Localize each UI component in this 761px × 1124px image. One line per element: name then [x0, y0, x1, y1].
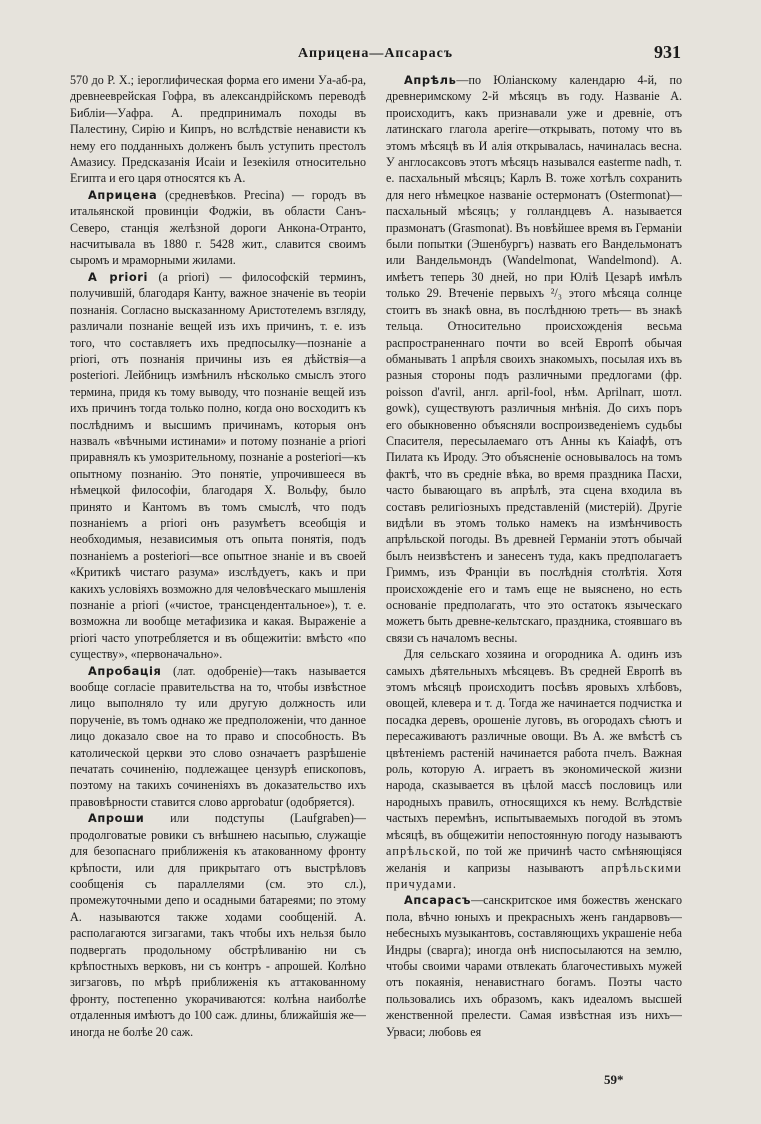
entry-text: , по той же причинѣ часто смѣняющіяся желанія и капризы называютъ	[386, 844, 682, 875]
entry-aprobatsia	[70, 663, 366, 811]
entry-text: (лат. одобреніе)—такъ называется вообще согласіе правительства на то, чтобы извѣстное лицо выполняло ту или другую должность или порученіе, въ томъ однако же предположеніи, что данное лицо доказало свое на то право и способность. Въ католической церкви это слово означаетъ разрѣшеніе печатать сочиненію, подлежащее цензурѣ епископовъ, поэтому на такихъ сочиненіяхъ въ доказательство ихъ правовѣрности ставится слово approbatur (одобряется).	[70, 663, 366, 809]
entry-text: —по Юліанскому календарю 4-й, по древнеримскому 2-й мѣсяцъ въ году. Названіе А. происходитъ, какъ признавали уже и древніе, отъ латинскаго глагола aperire—открывать, потому что въ этомъ мѣсяцѣ въ И алія открывалась, начиналась весна. У англосаксовъ этотъ мѣсяцъ назывался easterme nadh, т. е. пасхальный мѣсяцъ; Карлъ В. тоже хотѣлъ сохранить для него нѣмецкое названіе остермонатъ (Ostermonat)—пасхальный мѣсяцъ; у голландцевъ А. называется празмонатъ (Grasmonat). Въ новѣйшее время въ Германіи были попытки (Эшенбургъ) назвать его Вандельмонатъ или Вандельмондъ (Wandelmonat, Wandelmond). А. имѣетъ теперь 30 дней, но при Юліѣ Цезарѣ имѣлъ только 29. Втеченіе первыхъ ²/₃ этого мѣсяца солнце стоитъ въ знакѣ овна, въ послѣднюю треть— въ знакѣ тельца. Относительно происхожденія весьма распространеннаго почти во всей Европѣ обычая обманывать 1 апрѣля своихъ знакомыхъ, посылая ихъ въ разныя стороны подъ различными предлогами (фр. poisson d'avril, англ. april-fool, нѣм. Aprilnarr, шотл. gowk), существуютъ различныя мнѣнія. До сихъ поръ его обыкновенно объясняли воспроизведеніемъ судьбы Спасителя, пересылаемаго отъ Анны къ Каіафѣ, отъ Пилата къ Ироду. Это объясненіе основывалось на томъ фактѣ, что въ средніе вѣка, во время праздника Пасхи, часто бывающаго въ апрѣлѣ, эта сцена входила въ составъ религіозныхъ представленій (мистерій). Другіе видѣли въ этомъ только намекъ на измѣнчивость апрѣльской погоды. Въ древней Германіи этотъ обычай былъ неизвѣстенъ и занесенъ туда, какъ предполагаетъ Гриммъ, изъ Франціи въ послѣднія столѣтія. Хотя происхожденіе его и тамъ еще не выяснено, но есть основаніе предполагать, что это остатокъ языческаго можетъ быть древне-кельтскаго, праздника, стоявшаго въ связи съ началомъ весны.	[386, 73, 682, 645]
entry-headword: A priori	[88, 269, 149, 284]
entry-aprel-agriculture	[386, 646, 682, 892]
spaced-term: апрѣльскими причудами	[386, 860, 682, 891]
page-header	[70, 40, 681, 68]
entry-continuation	[70, 72, 366, 187]
entry-headword: Апроши	[88, 811, 145, 826]
entry-text: (a priori) — философскій терминъ, получившій, благодаря Канту, важное значеніе въ теоріи познанія. Согласно высказанному Аристотелемъ взгляду, различали познаніе вещей изъ ихъ причинъ, т. е. изъ того, что составляетъ ихъ предпосылку—познаніе a priori, отъ познанія причины изъ ея дѣйствія—a posteriori. Лейбницъ измѣнилъ нѣсколько смыслъ этого термина, придя къ тому выводу, что познаніе вещей изъ ихъ причинъ тогда только полно, когда оно восходитъ къ послѣднимъ и высшимъ причинамъ, которыя онъ назвалъ «вѣчными истинами» и потому познаніе a priori приравнялъ къ умозрительному, познаніе a posteriori—къ опытному познанію. Это понятіе, упрочившееся въ нѣмецкой философіи, благодаря X. Вольфу, было принято и Кантомъ въ томъ смыслѣ, что подъ познаніемъ a priori онъ разумѣетъ всеобщія и необходимыя, независимыя отъ опыта понятія, подъ познаніемъ a posteriori—все опытное знаніе и въ своей «Критикѣ чистаго разума» изслѣдуетъ, какъ и при какихъ условіяхъ возможно для человѣческаго мышленія познаніе a priori («чистое, трансцендентальное»), т. е. возможна ли вообще метафизика и какая. Выраженіе a priori часто употребляется и въ общежитіи: вмѣсто «по существу», «первоначально».	[70, 269, 366, 662]
entry-text: Для сельскаго хозяина и огородника А. одинъ изъ самыхъ дѣятельныхъ мѣсяцевъ. Въ средней Европѣ въ этомъ мѣсяцѣ происходитъ посѣвъ яровыхъ хлѣбовъ, овощей, клевера и т. д. Тогда же начинается подчистка и посадка деревъ, орошеніе луговъ, въ огородахъ сѣютъ и пересаживаютъ различные овощи. Въ А. же вмѣстѣ съ цвѣтеніемъ растеній начинается работа пчелъ. Важная роль, которую А. играетъ въ экономической жизни народа, сказывается въ цѣлой массѣ пословицъ или народныхъ правилъ, относящихся къ нему. Вслѣдствіе частыхъ перемѣнъ, испытываемыхъ погодой въ этомъ мѣсяцѣ, въ общежитіи непостоянную погоду называютъ	[386, 647, 682, 842]
entry-aprel	[386, 72, 682, 646]
left-column	[70, 72, 366, 1062]
entry-text: —санскритское имя божествъ женскаго пола, вѣчно юныхъ и прекрасныхъ женъ гандарвовъ—небесныхъ музыкантовъ, составляющихъ украшеніе неба Индры (сварга); иногда онѣ ниспосылаются на землю, чтобы своими чарами отвлекать благочестивыхъ мужей отъ покаянія, ненавистнаго богамъ. Поэты часто пользовались ихъ образомъ, какъ идеаломъ высшей женственной прелести. Самая извѣстная изъ нихъ—Урваси; любовь ея	[386, 893, 682, 1039]
entry-headword: Априцена	[88, 187, 158, 202]
entry-aproshi	[70, 810, 366, 1040]
entry-apricena	[70, 187, 366, 269]
entry-text: или подступы (Laufgraben)—продолговатые ровики съ внѣшнею насыпью, служащіе для безопаснаго приближенія къ атакованному фронту крѣпости, или для прикрытаго отъ выстрѣловъ сообщенія съ параллелями (см. это сл.), промежуточными депо и осадными батареями; по этому А. называются также ходами сообщеній. А. располагаются зигзагами, такъ чтобы ихъ нельзя было подвергать продольному обстрѣливанію ни съ крѣпостныхъ верковъ, ни съ контръ - апрошей. Колѣно зигзаговъ, по мѣрѣ приближенія къ аттакованному фронту, постепенно укорачиваются: колѣна наиболѣе отдаленныя имѣютъ до 100 саж. длины, ближайшія же—иногда не болѣе 20 саж.	[70, 811, 366, 1039]
right-column	[386, 72, 682, 1062]
entry-headword: Апрѣль	[404, 73, 457, 87]
running-head: Априцена—Апсарасъ	[297, 46, 454, 61]
entry-text: (средневѣков. Precina) — городъ въ итальянской провинціи Фоджіи, въ области Санъ-Северо, станція желѣзной дороги Анкона-Отранто, насчитывала въ 1880 г. 5428 жит., славится своимъ сыромъ и мраморными жилами.	[70, 187, 366, 268]
spaced-term: апрѣльской	[386, 844, 457, 859]
entry-text: .	[452, 876, 456, 891]
entry-apsaras	[386, 892, 682, 1040]
entry-text: 570 до Р. X.; іероглифическая форма его имени Уа-аб-ра, древнееврейская Гофра, въ александрійскомъ переводѣ Библіи—Уафра. А. предпринималъ походы въ Палестину, Сирію и Кипръ, но вслѣдствіе ненависти къ нему его подданныхъ долженъ былъ уступить престолъ Амазису. Предсказанія Исаіи и Іезекіиля относительно Египта и его царя относятся къ А.	[70, 73, 366, 186]
entry-headword: Апсарасъ	[404, 893, 472, 908]
entry-headword: Апробація	[88, 663, 162, 678]
entry-a-priori	[70, 269, 366, 663]
page-number: 931	[654, 42, 681, 62]
signature-mark: 59*	[604, 1072, 624, 1087]
